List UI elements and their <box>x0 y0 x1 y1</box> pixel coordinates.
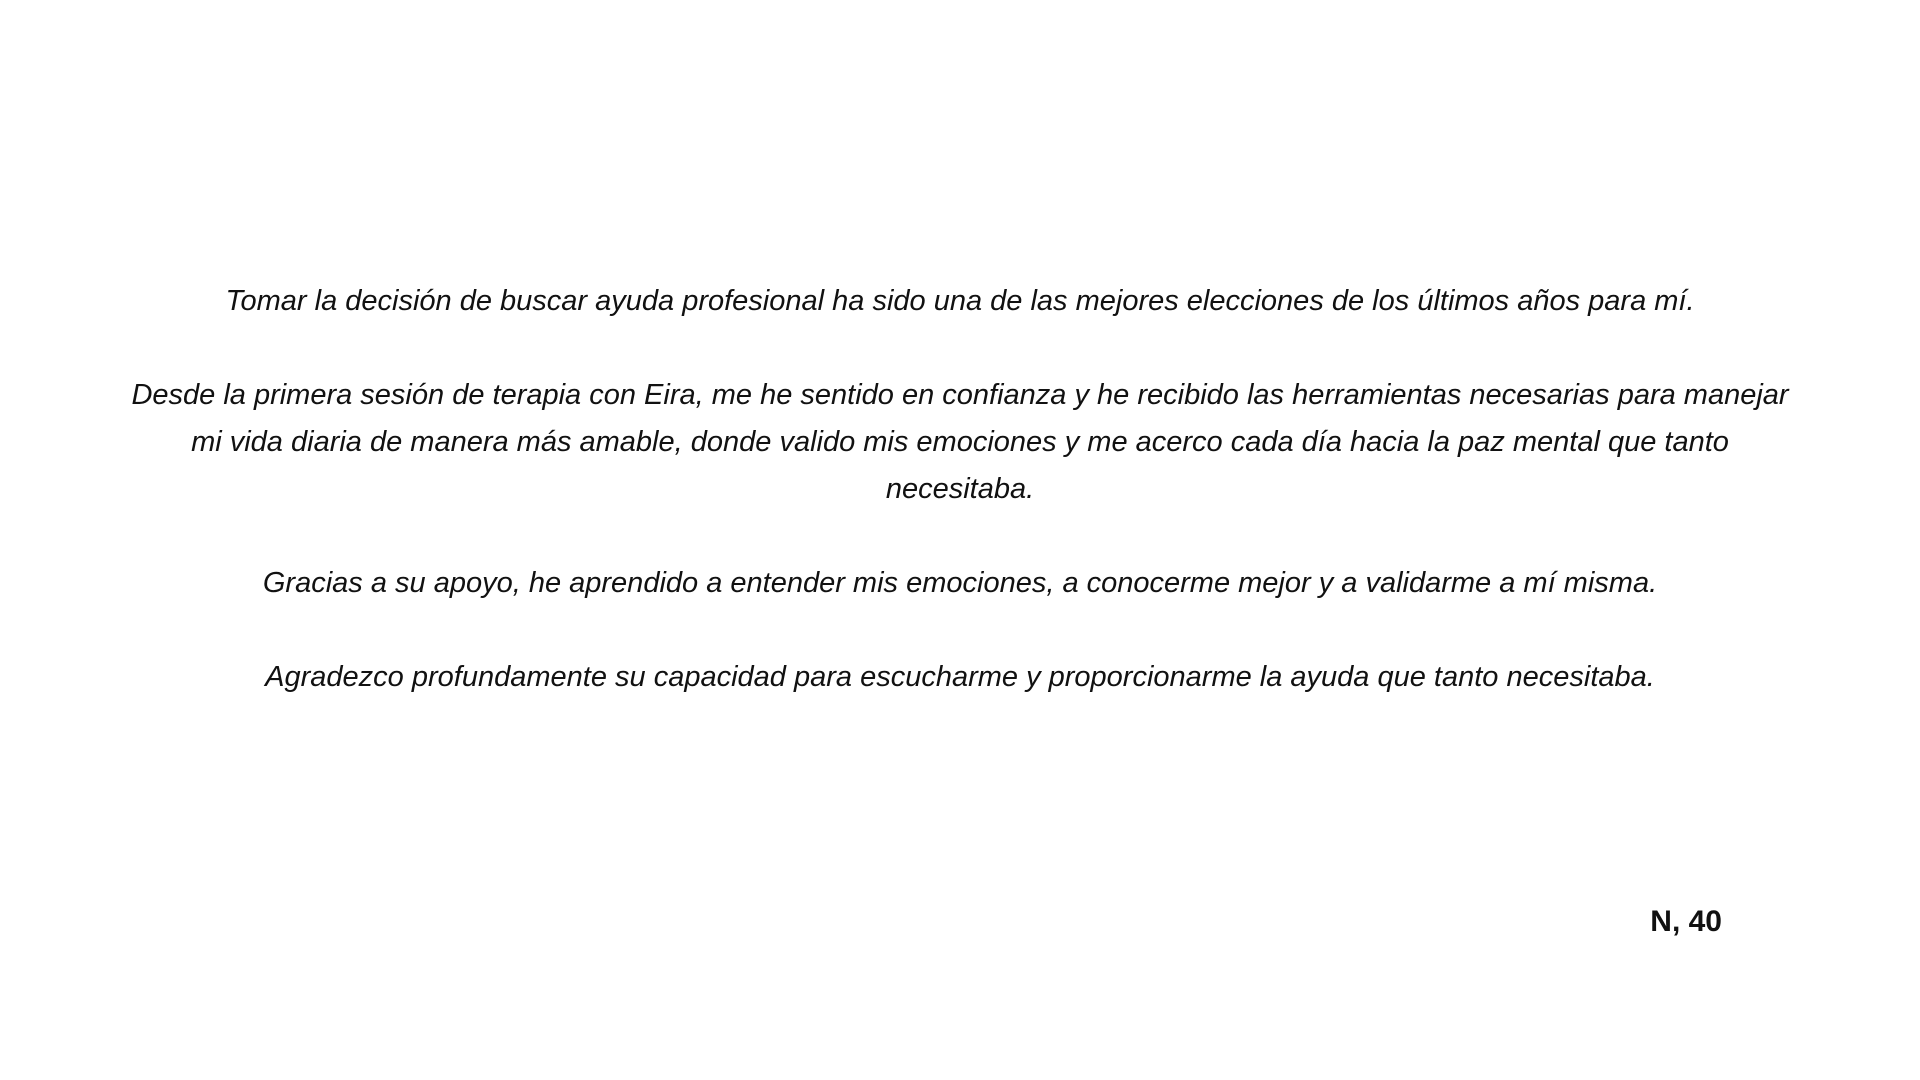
testimonial-paragraph: Desde la primera sesión de terapia con Eira, me he sentido en confianza y he recibido las herramientas necesarias para manejar mi vida diaria de manera más amable, donde valido mis emociones y me acerco cada día hacia la paz mental que tanto necesitaba. <box>131 379 1789 505</box>
testimonial-quote <box>120 278 1800 701</box>
testimonial-paragraph: Gracias a su apoyo, he aprendido a entender mis emociones, a conocerme mejor y a validarme a mí misma. <box>262 567 1658 599</box>
testimonial-paragraph: Tomar la decisión de buscar ayuda profesional ha sido una de las mejores elecciones de los últimos años para mí. <box>225 285 1695 317</box>
testimonial-author: N, 40 <box>1650 905 1722 938</box>
testimonial-paragraph: Agradezco profundamente su capacidad para escucharme y proporcionarme la ayuda que tanto necesitaba. <box>265 661 1655 693</box>
